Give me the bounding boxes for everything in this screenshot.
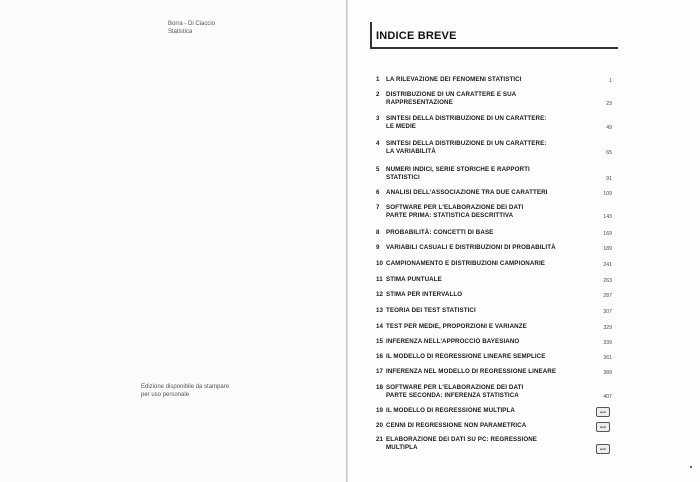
chapter-title: SINTESI DELLA DISTRIBUZIONE DI UN CARATTERE: LE MEDIE [386, 115, 547, 130]
book-meta [168, 20, 215, 36]
chapter-title: LA RILEVAZIONE DEI FENOMENI STATISTICI [386, 76, 522, 83]
chapter-number: 11 [376, 276, 383, 283]
toc-entry [376, 276, 612, 284]
chapter-page: 91 [606, 176, 612, 182]
chapter-title: VARIABILI CASUALI E DISTRIBUZIONI DI PROBABILITÀ [386, 244, 556, 251]
toc-entry [376, 353, 612, 361]
toc-entry [376, 91, 612, 107]
chapter-title: TEORIA DEI TEST STATISTICI [386, 307, 476, 314]
chapter-number: 2 [376, 91, 380, 98]
chapter-title: SOFTWARE PER L'ELABORAZIONE DEI DATI PARTE SECONDA: INFERENZA STATISTICA [386, 384, 524, 399]
chapter-page: 143 [603, 214, 612, 220]
chapter-number: 14 [376, 323, 384, 330]
toc-entry [376, 166, 612, 182]
chapter-title: ANALISI DELL'ASSOCIAZIONE TRA DUE CARATTERI [386, 189, 548, 196]
chapter-page: 189 [603, 246, 612, 252]
toc-entry [376, 291, 612, 299]
chapter-number: 7 [376, 204, 380, 211]
chapter-title: STIMA PUNTUALE [386, 276, 442, 283]
chapter-number: 8 [376, 229, 380, 236]
chapter-page: 65 [606, 150, 612, 156]
chapter-number: 9 [376, 244, 380, 251]
chapter-page: 23 [606, 101, 612, 107]
left-page [0, 0, 346, 482]
chapter-number: 1 [376, 76, 380, 83]
chapter-title: ELABORAZIONE DEI DATI SU PC: REGRESSIONE MULTIPLA [386, 436, 538, 451]
chapter-number: 13 [376, 307, 384, 314]
book-title: Statistica [168, 29, 193, 35]
title-rule [370, 47, 618, 49]
toc-entry [376, 76, 612, 84]
chapter-number: 17 [376, 368, 384, 375]
web-resource-icon: web [596, 407, 610, 417]
toc-entry [376, 189, 612, 197]
edition-note-line1: Edizione disponibile da stampare [141, 384, 230, 390]
chapter-page: 287 [603, 293, 612, 299]
chapter-number: 20 [376, 422, 384, 429]
toc-entry [376, 204, 612, 220]
chapter-title: NUMERI INDICI, SERIE STORICHE E RAPPORTI STATISTICI [386, 166, 530, 181]
chapter-page: 109 [603, 191, 612, 197]
chapter-title: INFERENZA NELL'APPROCCIO BAYESIANO [386, 338, 520, 345]
chapter-page: 361 [603, 355, 612, 361]
toc-entry [376, 338, 612, 346]
chapter-title: CAMPIONAMENTO E DISTRIBUZIONI CAMPIONARIE [386, 260, 546, 267]
chapter-title: SINTESI DELLA DISTRIBUZIONE DI UN CARATTERE: LA VARIABILITÀ [386, 140, 547, 155]
chapter-title: SOFTWARE PER L'ELABORAZIONE DEI DATI PARTE PRIMA: STATISTICA DESCRITTIVA [386, 204, 524, 219]
chapter-title: IL MODELLO DI REGRESSIONE MULTIPLA [386, 407, 515, 414]
toc-entry [376, 307, 612, 315]
chapter-page: 49 [606, 125, 612, 131]
chapter-number: 10 [376, 260, 384, 267]
chapter-number: 4 [376, 140, 380, 147]
chapter-number: 12 [376, 291, 384, 298]
page-edge-mark [690, 466, 692, 468]
toc-entry [376, 244, 612, 252]
toc-entry [376, 384, 612, 400]
toc-entry [376, 260, 612, 268]
chapter-page: 407 [603, 394, 612, 400]
toc-entry [376, 115, 612, 131]
title-box-edge [370, 22, 372, 48]
edition-note [141, 383, 261, 399]
chapter-page: 389 [603, 370, 612, 376]
edition-note-line2: per uso personale [141, 392, 190, 398]
chapter-title: IL MODELLO DI REGRESSIONE LINEARE SEMPLICE [386, 353, 546, 360]
chapter-number: 6 [376, 189, 380, 196]
chapter-number: 16 [376, 353, 384, 360]
chapter-title: INFERENZA NEL MODELLO DI REGRESSIONE LINEARE [386, 368, 557, 375]
toc-entry [376, 422, 612, 430]
web-resource-icon: web [596, 444, 610, 454]
chapter-title: DISTRIBUZIONE DI UN CARATTERE E SUA RAPPRESENTAZIONE [386, 91, 517, 106]
toc-entry [376, 368, 612, 376]
toc-entry [376, 229, 612, 237]
chapter-title: STIMA PER INTERVALLO [386, 291, 463, 298]
chapter-number: 15 [376, 338, 384, 345]
chapter-page: 339 [603, 340, 612, 346]
toc-entry [376, 407, 612, 415]
chapter-number: 21 [376, 436, 384, 443]
chapter-number: 19 [376, 407, 384, 414]
chapter-page: 169 [603, 231, 612, 237]
chapter-title: TEST PER MEDIE, PROPORZIONI E VARIANZE [386, 323, 527, 330]
toc-title: INDICE BREVE [376, 30, 457, 42]
chapter-page: 1 [609, 78, 612, 84]
web-resource-icon: web [596, 422, 610, 432]
authors: Borra - Di Ciaccio [168, 21, 216, 27]
chapter-title: CENNI DI REGRESSIONE NON PARAMETRICA [386, 422, 527, 429]
toc-entry [376, 140, 612, 156]
toc-entry [376, 323, 612, 331]
toc-entry [376, 436, 612, 452]
chapter-page: 241 [603, 262, 612, 268]
chapter-page: 263 [603, 278, 612, 284]
chapter-number: 3 [376, 115, 380, 122]
chapter-title: PROBABILITÀ: CONCETTI DI BASE [386, 229, 494, 236]
chapter-page: 307 [603, 309, 612, 315]
chapter-number: 18 [376, 384, 384, 391]
chapter-number: 5 [376, 166, 380, 173]
chapter-page: 329 [603, 325, 612, 331]
